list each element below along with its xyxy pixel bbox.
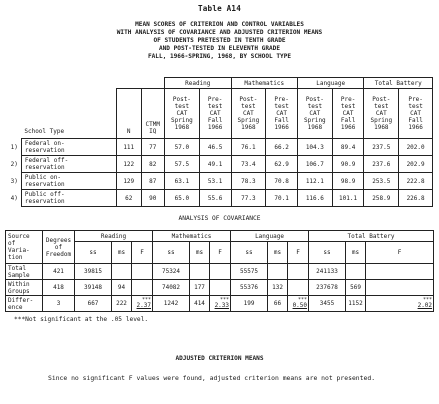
value-cell: 202.9 [399,156,433,173]
ms-cell [268,264,288,280]
header-line: CAT [209,110,221,117]
value-cell: 57.0 [165,139,200,156]
f-cell [366,280,434,296]
n-cell: 122 [116,156,141,173]
value-cell: 116.6 [297,190,332,207]
col-header-posttest [364,89,399,139]
value-cell: 237.6 [364,156,399,173]
title-line: AND POST-TESTED IN ELEVENTH GRADE [158,45,281,52]
f-cell [210,280,231,296]
header-line: Spring [171,117,193,124]
value-cell: 70.1 [266,190,298,207]
value-cell: 226.8 [399,190,433,207]
header-line: CAT [242,110,254,117]
value-cell: 66.2 [266,139,298,156]
value-cell: 49.1 [199,156,231,173]
header-line: test [174,103,190,110]
col-header-posttest [297,89,332,139]
table-row [6,264,434,280]
col-header-source: Source of Varia- tion [6,231,43,264]
value-cell: 202.0 [399,139,433,156]
group-header-reading: Reading [75,231,153,242]
value-cell: 70.8 [266,173,298,190]
ms-cell: 132 [268,280,288,296]
sub-header-ms: ms [112,242,132,264]
group-header-mathematics: Mathematics [231,78,297,89]
header-line: Fall [274,117,289,124]
table-row [5,139,433,156]
value-cell: 55.6 [199,190,231,207]
sub-header-ss: ss [231,242,268,264]
header-line: Fall [340,117,356,124]
value-cell: 73.4 [231,156,266,173]
row-number: 2) [10,160,18,168]
header-line: Post- [172,96,191,103]
ancova-title: ANALYSIS OF COVARIANCE [178,215,261,222]
header-line: test [307,103,323,110]
source-cell: Total Sample [6,264,43,280]
ss-cell: 75324 [153,264,190,280]
sub-header-f: F [132,242,153,264]
ss-cell: 3455 [309,296,346,312]
n-cell: 129 [116,173,141,190]
table-row [5,156,433,173]
header-line: CAT [276,110,288,117]
header-line: 1968 [307,124,323,131]
sub-header-ms: ms [346,242,366,264]
header-line: Spring [304,117,326,124]
school-type-cell: Public on- reservation [21,173,116,190]
df-cell: 418 [43,280,75,296]
col-header-pretest [199,89,231,139]
source-cell: Within Groups [6,280,43,296]
ms-cell [346,264,366,280]
value-cell: 253.5 [364,173,399,190]
f-value-mathematics: *** 2.33 [210,296,231,312]
title-line: WITH ANALYSIS OF COVARIANCE AND ADJUSTED CRITERION MEANS [116,29,323,36]
ms-cell: 94 [112,280,132,296]
ms-cell: 66 [268,296,288,312]
header-line: CAT [309,110,321,117]
header-line: Pre- [340,96,356,103]
header-line: Spring [370,117,393,124]
ss-cell: 199 [231,296,268,312]
f-value-reading: *** 2.37 [132,296,153,312]
title-line: FALL, 1966-SPRING, 1968, BY SCHOOL TYPE [147,53,292,60]
sub-header-ss: ss [153,242,190,264]
sub-header-ss: ss [75,242,112,264]
header-line: Post- [239,96,258,103]
adjusted-means-heading: ADJUSTED CRITERION MEANS [175,355,264,362]
value-cell: 65.0 [165,190,200,207]
footnote: ***Not significant at the .05 level. [14,316,149,323]
value-cell: 104.3 [297,139,332,156]
table-row [5,190,433,207]
f-cell [210,264,231,280]
ms-cell: 222 [112,296,132,312]
row-number: 1) [10,143,18,151]
f-value-total: *** 2.02 [366,296,434,312]
col-header-posttest [165,89,200,139]
value-cell: 106.7 [297,156,332,173]
col-header-pretest [332,89,364,139]
ms-cell: 1152 [346,296,366,312]
value-cell: 258.9 [364,190,399,207]
ss-cell: 74082 [153,280,190,296]
row-number: 3) [10,177,18,185]
n-cell: 111 [116,139,141,156]
ms-cell [112,264,132,280]
source-cell: Differ- ence [6,296,43,312]
ss-cell: 237678 [309,280,346,296]
f-value-language: *** 0.50 [288,296,309,312]
iq-cell: 82 [141,156,165,173]
header-line: 1966 [207,124,223,131]
header-line: CAT [342,110,354,117]
ms-cell [190,264,210,280]
header-line: test [374,103,389,110]
header-line: CAT [375,110,387,117]
value-cell: 57.5 [165,156,200,173]
iq-cell: 77 [141,139,165,156]
sub-header-ms: ms [190,242,210,264]
value-cell: 76.1 [231,139,266,156]
header-line: 1968 [174,124,190,131]
header-line: CAT [176,110,188,117]
sub-header-f: F [366,242,434,264]
value-cell: 77.3 [231,190,266,207]
header-line: test [207,103,223,110]
f-cell [366,264,434,280]
group-header-total-battery: Total Battery [364,78,433,89]
ss-cell: 55575 [231,264,268,280]
df-cell: 421 [43,264,75,280]
sub-header-f: F [210,242,231,264]
school-type-cell: Federal on- reservation [21,139,116,156]
iq-cell: 87 [141,173,165,190]
value-cell: 112.1 [297,173,332,190]
header-line: Pre- [207,96,223,103]
sub-header-f: F [288,242,309,264]
adjusted-means-text: Since no significant F values were found, adjusted criterion means are not presented. [48,374,376,382]
header-line: 1966 [340,124,356,131]
header-line: Fall [408,117,423,124]
df-cell: 3 [43,296,75,312]
group-header-total-battery: Total Battery [309,231,434,242]
group-header-mathematics: Mathematics [153,231,231,242]
header-line: Post- [372,96,391,103]
header-line: Pre- [274,96,289,103]
n-cell: 62 [116,190,141,207]
value-cell: 53.1 [199,173,231,190]
group-header-language: Language [297,78,363,89]
value-cell: 89.4 [332,139,364,156]
header-line: Spring [237,117,260,124]
header-line: Pre- [408,96,423,103]
col-header-pretest [399,89,433,139]
group-header-reading: Reading [165,78,231,89]
f-cell [288,264,309,280]
header-line: 1966 [274,124,289,131]
title-line: MEAN SCORES OF CRITERION AND CONTROL VARIABLES [135,21,304,28]
title-line: OF STUDENTS PRETESTED IN TENTH GRADE [153,37,286,44]
sub-header-ms: ms [268,242,288,264]
header-line: 1968 [241,124,256,131]
table-label: Table A14 [198,4,241,13]
school-type-cell: Public off- reservation [21,190,116,207]
ms-cell: 569 [346,280,366,296]
header-line: 1966 [408,124,423,131]
group-header-language: Language [231,231,309,242]
sub-header-ss: ss [309,242,346,264]
value-cell: 78.3 [231,173,266,190]
f-cell [132,280,153,296]
value-cell: 101.1 [332,190,364,207]
ancova-table [5,230,434,312]
f-cell [132,264,153,280]
col-header-school-type: School Type [24,128,65,135]
table-row [6,280,434,296]
ss-cell: 55376 [231,280,268,296]
value-cell: 222.8 [399,173,433,190]
means-table [5,77,433,207]
col-header-posttest [231,89,266,139]
ss-cell: 241133 [309,264,346,280]
header-line: 1968 [374,124,389,131]
header-line: test [408,103,423,110]
col-header-df: Degrees of Freedom [43,231,75,264]
iq-cell: 90 [141,190,165,207]
f-cell [288,280,309,296]
header-line: test [241,103,256,110]
header-line: Post- [305,96,324,103]
ss-cell: 1242 [153,296,190,312]
ms-cell: 414 [190,296,210,312]
ss-cell: 39815 [75,264,112,280]
value-cell: 63.1 [165,173,200,190]
header-line: test [340,103,356,110]
value-cell: 90.9 [332,156,364,173]
header-line: Fall [207,117,223,124]
ss-cell: 667 [75,296,112,312]
school-type-cell: Federal off- reservation [21,156,116,173]
ss-cell: 39148 [75,280,112,296]
table-row [5,173,433,190]
col-header-iq: CTMM IQ [141,89,165,139]
col-header-n: N [116,89,141,139]
value-cell: 237.5 [364,139,399,156]
ms-cell: 177 [190,280,210,296]
table-row [6,296,434,312]
col-header-pretest [266,89,298,139]
value-cell: 98.9 [332,173,364,190]
value-cell: 46.5 [199,139,231,156]
header-line: test [274,103,289,110]
row-number: 4) [10,194,18,202]
value-cell: 62.9 [266,156,298,173]
header-line: CAT [410,110,422,117]
